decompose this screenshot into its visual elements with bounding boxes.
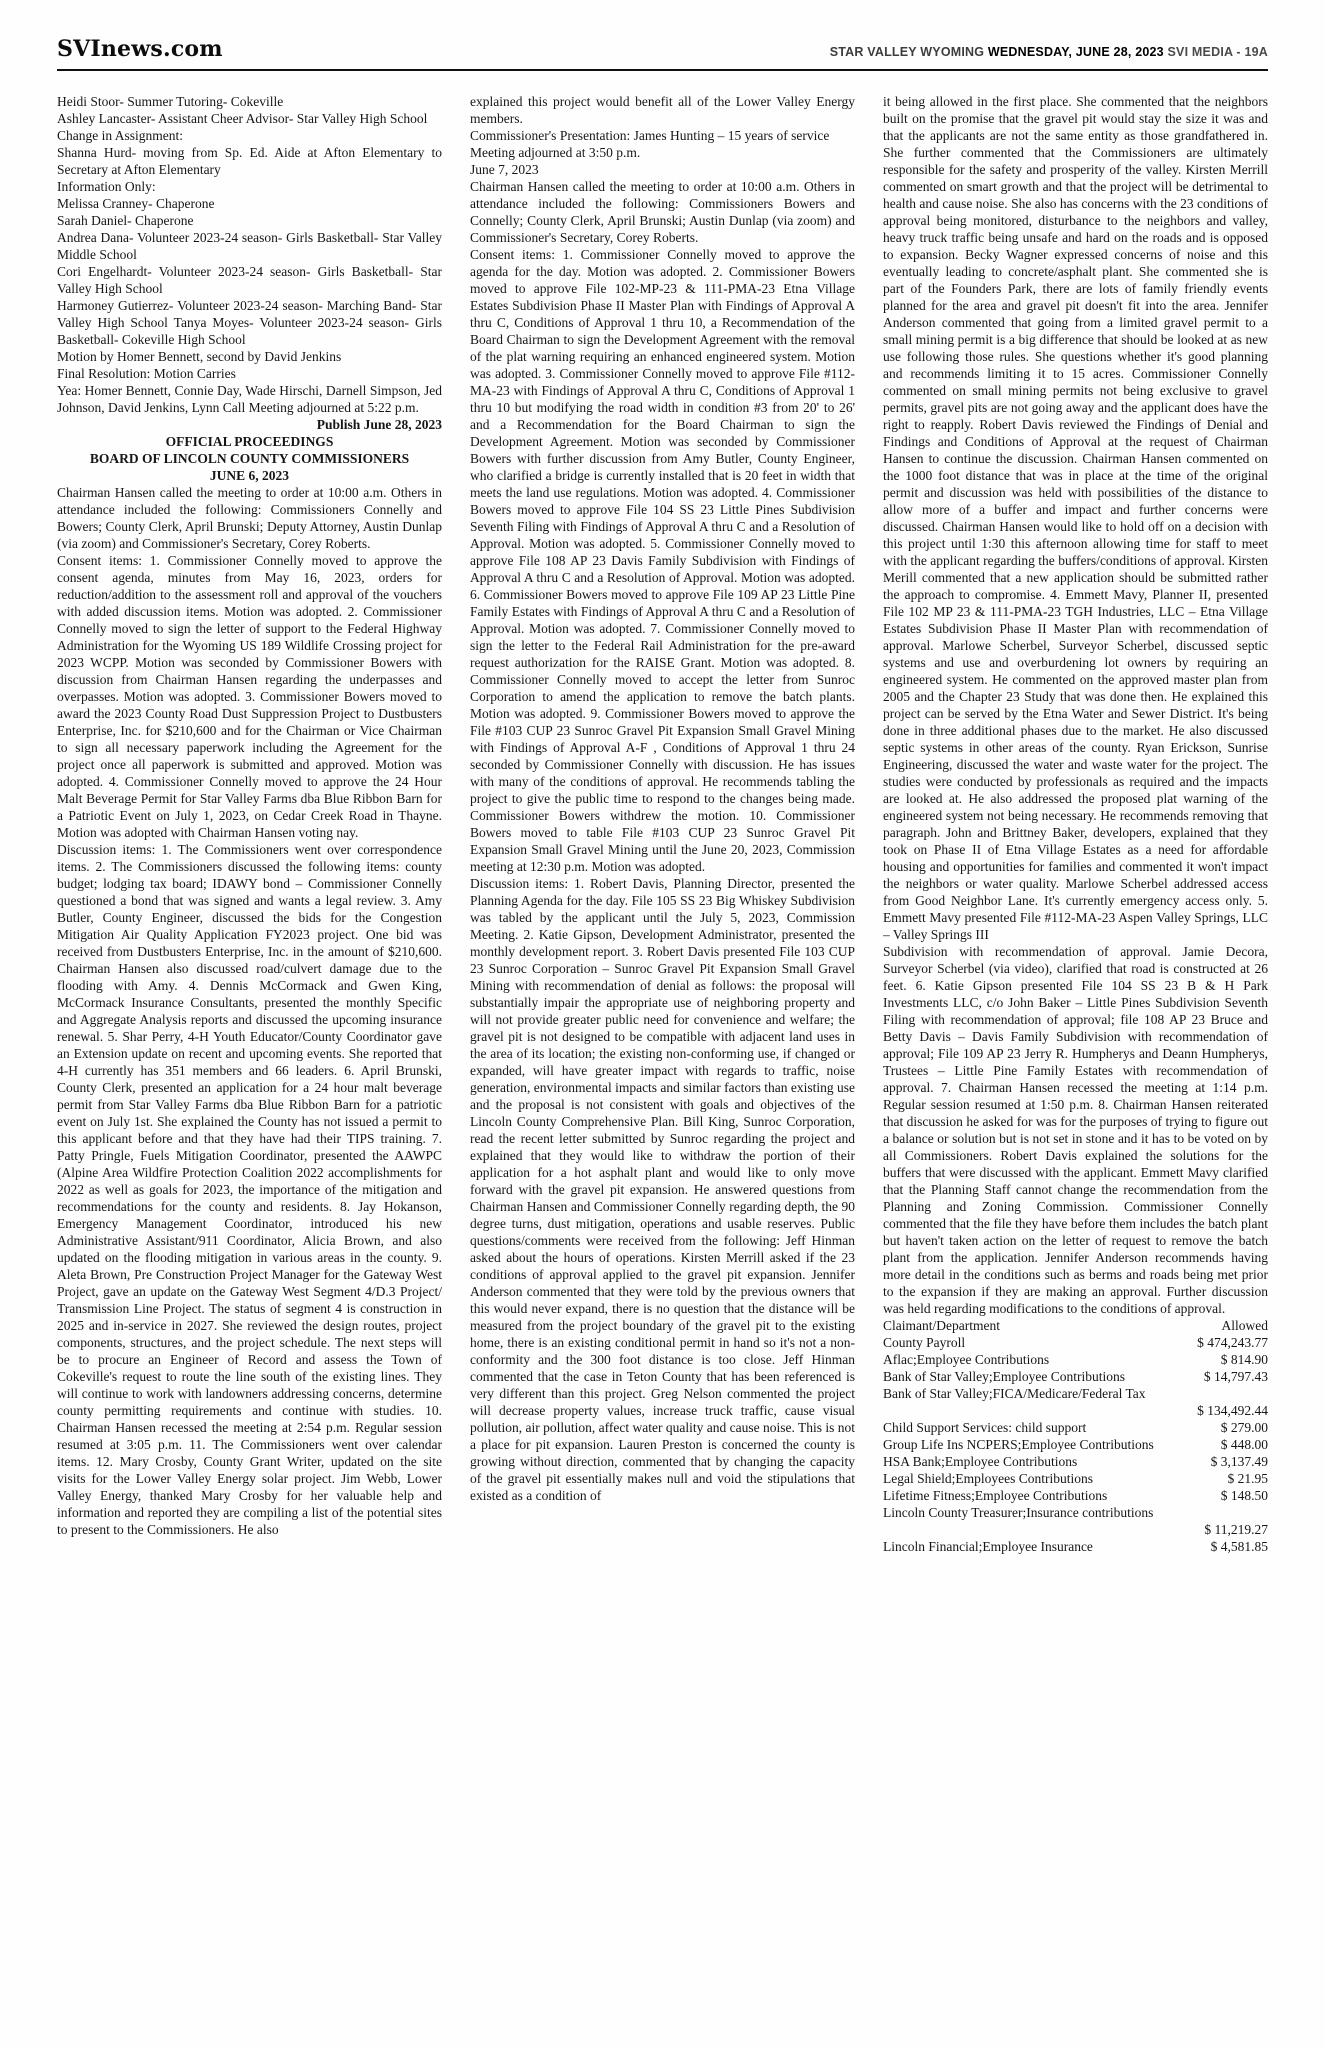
list-entry: Heidi Stoor- Summer Tutoring- Cokeville: [57, 94, 284, 109]
list-entry: Motion by Homer Bennett, second by David Jenkins: [57, 349, 342, 364]
paragraph: Chairman Hansen called the meeting to order at 10:00 a.m. Others in attendance included the following: Commissioners Connelly and Bowers; County Clerk, April Brunski; Deputy Attorney, Austin Dunlap (via zoom) and Commissioner's Secretary, Corey Roberts.: [57, 485, 442, 551]
column-left: [57, 93, 442, 1555]
ledger-claimant: Lincoln County Treasurer;Insurance contributions: [883, 1505, 1154, 1520]
list-entry: Final Resolution: Motion Carries: [57, 366, 236, 381]
paragraph: Consent items: 1. Commissioner Connelly moved to approve the consent agenda, minutes from May 16, 2023, orders for reduction/addition to the assessment roll and approval of the vouchers with added discussion items. Motion was adopted. 2. Commissioner Connelly moved to sign the letter of support to the Federal Highway Administration for the Wyoming US 189 Wildlife Crossing project for 2023 WCPP. Motion was seconded by Commissioner Bowers with discussion from Chairman Hansen regarding the underpasses and overpasses. Motion was adopted. 3. Commissioner Bowers moved to award the 2023 County Road Dust Suppression Project to Dustbusters Enterprise, Inc. for $210,600 and for the Chairman or Vice Chairman to sign all necessary paperwork including the Agreement for the project once all paperwork is submitted and approved. Motion was adopted. 4. Commissioner Connelly moved to approve the 24 Hour Malt Beverage Permit for Star Valley Farms dba Blue Ribbon Barn for a Patriotic Event on July 1, 2023, on Cedar Creek Road in Thayne. Motion was adopted with Chairman Hansen voting nay.: [57, 553, 442, 840]
ledger-amount: $ 21.95: [1227, 1471, 1268, 1486]
masthead: SVInews.com: [57, 36, 223, 62]
paragraph: Chairman Hansen called the meeting to order at 10:00 a.m. Others in attendance included the following: Commissioners Bowers and Connelly; County Clerk, April Brunski; Austin Dunlap (via zoom) and Commissioner's Secretary, Corey Roberts.: [470, 179, 855, 245]
page-header: [57, 36, 1268, 62]
ledger-claimant: County Payroll: [883, 1335, 966, 1350]
ledger-row: [883, 1385, 1268, 1419]
header-rule: [57, 69, 1268, 71]
list-entry: Cori Engelhardt- Volunteer 2023-24 season- Girls Basketball- Star Valley High School: [57, 264, 442, 296]
ledger-row: [883, 1351, 1268, 1368]
section-heading: JUNE 6, 2023: [209, 468, 290, 483]
ledger-amount: $ 474,243.77: [1197, 1335, 1268, 1350]
header-date: WEDNESDAY, JUNE 28, 2023: [987, 45, 1164, 59]
ledger-claimant: Bank of Star Valley;FICA/Medicare/Federal Tax: [883, 1386, 1146, 1401]
ledger-claimant: Child Support Services: child support: [883, 1420, 1087, 1435]
ledger-row: [883, 1334, 1268, 1351]
ledger-claimant: Aflac;Employee Contributions: [883, 1352, 1050, 1367]
ledger-claimant: HSA Bank;Employee Contributions: [883, 1454, 1078, 1469]
column-right: [883, 93, 1268, 1555]
paragraph: Subdivision with recommendation of approval. Jamie Decora, Surveyor Scherbel (via video), clarified that road is constructed at 26 feet. 6. Katie Gipson presented File 104 SS 23 B & H Park Investments LLC, c/o John Baker – Little Pines Subdivision Seventh Filing with recommendation of approval; file 108 AP 23 Bruce and Betty Davis – Davis Family Subdivision with recommendation of approval; File 109 AP 23 Jerry R. Humpherys and Deann Humpherys, Trustees – Little Pine Family Estates with recommendation of approval. 7. Chairman Hansen recessed the meeting at 1:14 p.m. Regular session resumed at 1:50 p.m. 8. Chairman Hansen reiterated that discussion he asked for was for the purposes of trying to figure out a balance or solution but is not set in stone and it has to be voted on by all Commissioners. Robert Davis explained the solutions for the buffers that were discussed with the applicant. Emmett Mavy clarified that the Planning Staff cannot change the recommendation from the Planning and Zoning Commission. Commissioner Connelly commented that the file they have before them includes the batch plant but haven't taken action on the letter of request to remove the batch plant from the application. Jennifer Anderson recommends having more detail in the conditions such as berms and roads being met prior to the expansion if they are making an approval. Further discussion was held regarding modifications to the conditions of approval.: [883, 944, 1268, 1316]
ledger-row: [883, 1368, 1268, 1385]
ledger-row: [883, 1436, 1268, 1453]
paragraph: explained this project would benefit all of the Lower Valley Energy members.: [470, 94, 855, 126]
list-entry: Harmoney Gutierrez- Volunteer 2023-24 season- Marching Band- Star Valley High School Tanya Moyes- Volunteer 2023-24 season- Girls Basketball- Cokeville High School: [57, 298, 442, 347]
ledger-row: [883, 1470, 1268, 1487]
section-heading: BOARD OF LINCOLN COUNTY COMMISSIONERS: [89, 451, 410, 466]
paragraph: it being allowed in the first place. She commented that the neighbors built on the promise that the gravel pit would stay the size it was and that the applicants are not the same entity as those grandfathered in. She further commented that the Commissioners are ultimately responsible for the safety and prosperity of the valley. Kirsten Merrill commented on smart growth and that the project will be detrimental to health and cause noise. She also has concerns with the 23 conditions of approval being monitored, disturbance to the neighbors and valley, heavy truck traffic being unsafe and hard on the roads and is opposed to expansion. Becky Wagner expressed concerns of noise and this eventually leading to concrete/asphalt plant. She commented she is part of the Founders Park, there are lots of family friendly events planned for the area and gravel pit doesn't fit into the area. Jennifer Anderson commented that going from a limited gravel permit to a small mining permit is a big difference that should be looked at as new use following those rules. She questions whether it's good planning and recommends limiting it to 15 acres. Commissioner Connelly commented on small mining permits not being exclusive to gravel permits, gravel pits are not going away and the applicant does have the right to reapply. Robert Davis reviewed the Findings of Denial and Findings and Conditions of Approval at the request of Chairman Hansen to continue the discussion. Chairman Hansen commented on the 1000 foot distance that was in place at the time of the original permit and discussion was held with possibilities of the distance to allow more of a buffer and impact and further concerns were discussed. Chairman Hansen would like to hold off on a decision with this project until 1:30 this afternoon allowing time for staff to meet with the applicant regarding the buffers/conditions of approval. Kirsten Merill commented that a new application should be submitted rather the approach to compromise. 4. Emmett Mavy, Planner II, presented File 102 MP 23 & 111-PMA-23 TGH Industries, LLC – Etna Village Estates Subdivision Phase II Master Plan with recommendation of approval. Marlowe Scherbel, Surveyor Scherbel, discussed septic systems and use and overburdening lot owners by requiring an engineered system. He commented on the approved master plan from 2005 and the Chapter 23 Study that was done then. He explained this project can be served by the Etna Water and Sewer District. It's being done in three additional phases due to the market. He also discussed septic systems in other areas of the county. Ryan Erickson, Sunrise Engineering, discussed the water and waste water for the project. The studies were conducted by professionals as required and the impacts are looked at. He also addressed the proposed plat warning of the engineered system not being necessary. He recommends removing that paragraph. John and Brittney Baker, developers, explained that they took on Phase II of Etna Village Estates as a need for affordable housing and opportunities for families and commented it won't impact the neighbors or water quality. Marlowe Scherbel addressed access from Good Neighbor Lane. It's currently emergency access only. 5. Emmett Mavy presented File #112-MA-23 Aspen Valley Springs, LLC – Valley Springs III: [883, 94, 1268, 942]
ledger-row: [883, 1487, 1268, 1504]
ledger-amount: $ 148.50: [1220, 1488, 1268, 1503]
ledger-claimant: Lincoln Financial;Employee Insurance: [883, 1539, 1093, 1554]
ledger-amount: $ 11,219.27: [1204, 1522, 1268, 1537]
list-entry: Sarah Daniel- Chaperone: [57, 213, 194, 228]
list-entry: Melissa Cranney- Chaperone: [57, 196, 215, 211]
list-entry: Information Only:: [57, 179, 156, 194]
ledger-row: [883, 1504, 1268, 1538]
ledger-claimant: Lifetime Fitness;Employee Contributions: [883, 1488, 1108, 1503]
list-entry: Change in Assignment:: [57, 128, 183, 143]
ledger-amount: $ 134,492.44: [1197, 1403, 1268, 1418]
ledger-amount: $ 814.90: [1220, 1352, 1268, 1367]
paragraph: June 7, 2023: [470, 162, 539, 177]
paragraph: Meeting adjourned at 3:50 p.m.: [470, 145, 641, 160]
ledger-amount: $ 3,137.49: [1210, 1454, 1268, 1469]
ledger-amount: $ 4,581.85: [1210, 1539, 1268, 1554]
ledger-row: [883, 1419, 1268, 1436]
list-entry: Ashley Lancaster- Assistant Cheer Advisor- Star Valley High School: [57, 111, 428, 126]
ledger-claimant: Group Life Ins NCPERS;Employee Contributions: [883, 1437, 1154, 1452]
ledger-amount: $ 14,797.43: [1203, 1369, 1268, 1384]
paragraph: Commissioner's Presentation: James Hunting – 15 years of service: [470, 128, 830, 143]
article-body: [57, 93, 1268, 1555]
header-meta: [830, 45, 1268, 59]
list-entry: Yea: Homer Bennett, Connie Day, Wade Hirschi, Darnell Simpson, Jed Johnson, David Jenkins, Lynn Call Meeting adjourned at 5:22 p.m.: [57, 383, 442, 415]
ledger-amount: $ 448.00: [1220, 1437, 1268, 1452]
ledger-amount: $ 279.00: [1220, 1420, 1268, 1435]
publish-line: Publish June 28, 2023: [316, 417, 442, 432]
ledger-amount-header: Allowed: [1221, 1318, 1268, 1333]
header-location: STAR VALLEY WYOMING: [829, 45, 985, 59]
list-entry: Andrea Dana- Volunteer 2023-24 season- Girls Basketball- Star Valley Middle School: [57, 230, 442, 262]
list-entry: Shanna Hurd- moving from Sp. Ed. Aide at Afton Elementary to Secretary at Afton Elementary: [57, 145, 442, 177]
ledger-header-row: [883, 1317, 1268, 1334]
ledger-row: [883, 1538, 1268, 1555]
section-heading: OFFICIAL PROCEEDINGS: [165, 434, 334, 449]
paragraph: Consent items: 1. Commissioner Connelly moved to approve the agenda for the day. Motion was adopted. 2. Commissioner Bowers moved to approve File 102-MP-23 & 111-PMA-23 Etna Village Estates Subdivision Phase II Master Plan with Findings of Approval A thru C, Conditions of Approval 1 thru 10, a Recommendation of the Board Chairman to sign the Development Agreement with the removal of the plat warning requiring an enhanced engineered system. Motion was adopted. 3. Commissioner Connelly moved to approve File #112-MA-23 with Findings of Approval A thru C, Conditions of Approval 1 thru 10 but modifying the road width in condition #3 from 20' to 26' and a Recommendation for the Board Chairman to sign the Development Agreement. Motion was seconded by Commissioner Bowers with further discussion from Amy Butler, County Engineer, who clarified a bridge is currently installed that is 20 feet in width that meets the land use regulations. Motion was adopted. 4. Commissioner Bowers moved to approve File 104 SS 23 Little Pines Subdivision Seventh Filing with Findings of Approval A thru C and a Resolution of Approval. Motion was adopted. 5. Commissioner Connelly moved to approve File 108 AP 23 Davis Family Subdivision with Findings of Approval A thru C and a Resolution of Approval. Motion was adopted. 6. Commissioner Bowers moved to approve File 109 AP 23 Little Pine Family Estates with Findings of Approval A thru C and a Resolution of Approval. Motion was adopted. 7. Commissioner Connelly moved to sign the letter to the Federal Rail Administration for the pre-award request authorization for the RAISE Grant. Motion was adopted. 8. Commissioner Connelly moved to accept the letter from Sunroc Corporation to amend the application to remove the batch plants. Motion was adopted. 9. Commissioner Bowers moved to approve the File #103 CUP 23 Sunroc Gravel Pit Expansion Small Gravel Mining with Findings of Approval A-F , Conditions of Approval 1 thru 24 seconded by Commissioner Connelly with discussion. He has issues with many of the conditions of approval. He recommends tabling the project to give the public time to respond to the changes being made. Commissioner Bowers withdrew the motion. 10. Commissioner Bowers moved to table File #103 CUP 23 Sunroc Gravel Pit Expansion Small Gravel Mining until the June 20, 2023, Commission meeting at 12:30 p.m. Motion was adopted.: [470, 247, 855, 874]
column-center: [470, 93, 855, 1555]
ledger-column-header: Claimant/Department: [883, 1318, 1000, 1333]
ledger-claimant: Bank of Star Valley;Employee Contributions: [883, 1369, 1125, 1384]
ledger-row: [883, 1453, 1268, 1470]
header-media: SVI MEDIA - 19A: [1167, 45, 1268, 59]
paragraph: Discussion items: 1. The Commissioners went over correspondence items. 2. The Commissioners discussed the following items: county budget; lodging tax board; IDAWY bond – Commissioner Connelly questioned a bond that was signed and wants a legal review. 3. Amy Butler, County Engineer, discussed the bids for the Congestion Mitigation Air Quality Application FY2023 project. One bid was received from Dustbusters Enterprise, Inc. in the amount of $210,600. Chairman Hansen also discussed road/culvert damage due to the flooding with Amy. 4. Dennis McCormack and Gwen King, McCormack Insurance Consultants, presented the monthly Specific and Aggregate Analysis reports and discussed the upcoming insurance renewal. 5. Shar Perry, 4-H Youth Educator/County Coordinator gave an Extension update on recent and upcoming events. She reported that 4-H currently has 351 members and 66 leaders. 6. April Brunski, County Clerk, presented an application for a 24 hour malt beverage permit from Star Valley Farms dba Blue Ribbon Barn for a patriotic event on July 1st. She explained the County has not issued a permit to this applicant before and that they have had their TIPS training. 7. Patty Pringle, Fuels Mitigation Coordinator, presented the AAWPC (Alpine Area Wildfire Protection Coalition 2022 accomplishments for 2022 as well as goals for 2023, the importance of the mitigation and recommendations for the county and residents. 8. Jay Hokanson, Emergency Management Coordinator, introduced his new Administrative Assistant/911 Coordinator, Alicia Brown, and also updated on the flooding mitigation in various areas in the county. 9. Aleta Brown, Pre Construction Project Manager for the Gateway West Project, gave an update on the Gateway West Segment 4/D.3 Project/ Transmission Line Project. The status of segment 4 is construction in 2025 and in-service in 2027. She reviewed the design routes, project components, structures, and the project schedule. The next steps will be to procure an Engineer of Record and assess the Town of Cokeville's request to route the line south of the existing lines. They will continue to work with landowners addressing concerns, determine county permitting requirements and continue with studies. 10. Chairman Hansen recessed the meeting at 2:54 p.m. Regular session resumed at 3:05 p.m. 11. The Commissioners went over calendar items. 12. Mary Crosby, County Grant Writer, updated on the site visits for the Lower Valley Energy solar project. Jim Webb, Lower Valley Energy, thanked Mary Crosby for her valuable help and information and reported they are compiling a list of the potential sites to present to the Commissioners. He also: [57, 842, 442, 1537]
paragraph: Discussion items: 1. Robert Davis, Planning Director, presented the Planning Agenda for the day. File 105 SS 23 Big Whiskey Subdivision was tabled by the applicant until the July 5, 2023, Commission Meeting. 2. Katie Gipson, Development Administrator, presented the monthly development report. 3. Robert Davis presented File 103 CUP 23 Sunroc Corporation – Sunroc Gravel Pit Expansion Small Gravel Mining with recommendation of denial as follows: the proposal will substantially impair the appropriate use of neighboring property and will not provide greater public need for convenience and welfare; the gravel pit is not designed to be compatible with adjacent land uses in the area of its location; the existing non-conforming use, if changed or expanded, will have greater impact with regards to traffic, noise generation, environmental impacts and similar factors than existing use and the proposal is not consistent with goals and objectives of the Lincoln County Comprehensive Plan. Bill King, Sunroc Corporation, read the recent letter submitted by Sunroc regarding the project and explained that they would like to withdraw the portion of their application for a hot asphalt plant and would like to only move forward with the gravel pit expansion. He answered questions from Chairman Hansen and Commissioner Connelly regarding depth, the 90 degree turns, dust mitigation, operations and usable reserves. Public questions/comments were received from the following: Jeff Hinman asked about the hours of operations. Kirsten Merrill asked if the 23 conditions of approval applied to the gravel pit expansion. Jennifer Anderson commented that they were told by the previous owners that this would never expand, there is no question that the distance will be measured from the project boundary of the gravel pit to the existing home, there is an existing conditional permit in hand so it's not a non-conformity and the 300 foot distance is too close. Jeff Hinman commented that the case in Teton County that has been referenced is very different than this project. Greg Nelson commented the project will decrease property values, increase truck traffic, cause visual pollution, air pollution, affect water quality and cause noise. This is not a place for pit expansion. Lauren Preston is concerned the county is growing without direction, commented that by changing the capacity of the gravel pit essentially makes null and void the stipulations that existed as a condition of: [470, 876, 855, 1503]
ledger-claimant: Legal Shield;Employees Contributions: [883, 1471, 1093, 1486]
